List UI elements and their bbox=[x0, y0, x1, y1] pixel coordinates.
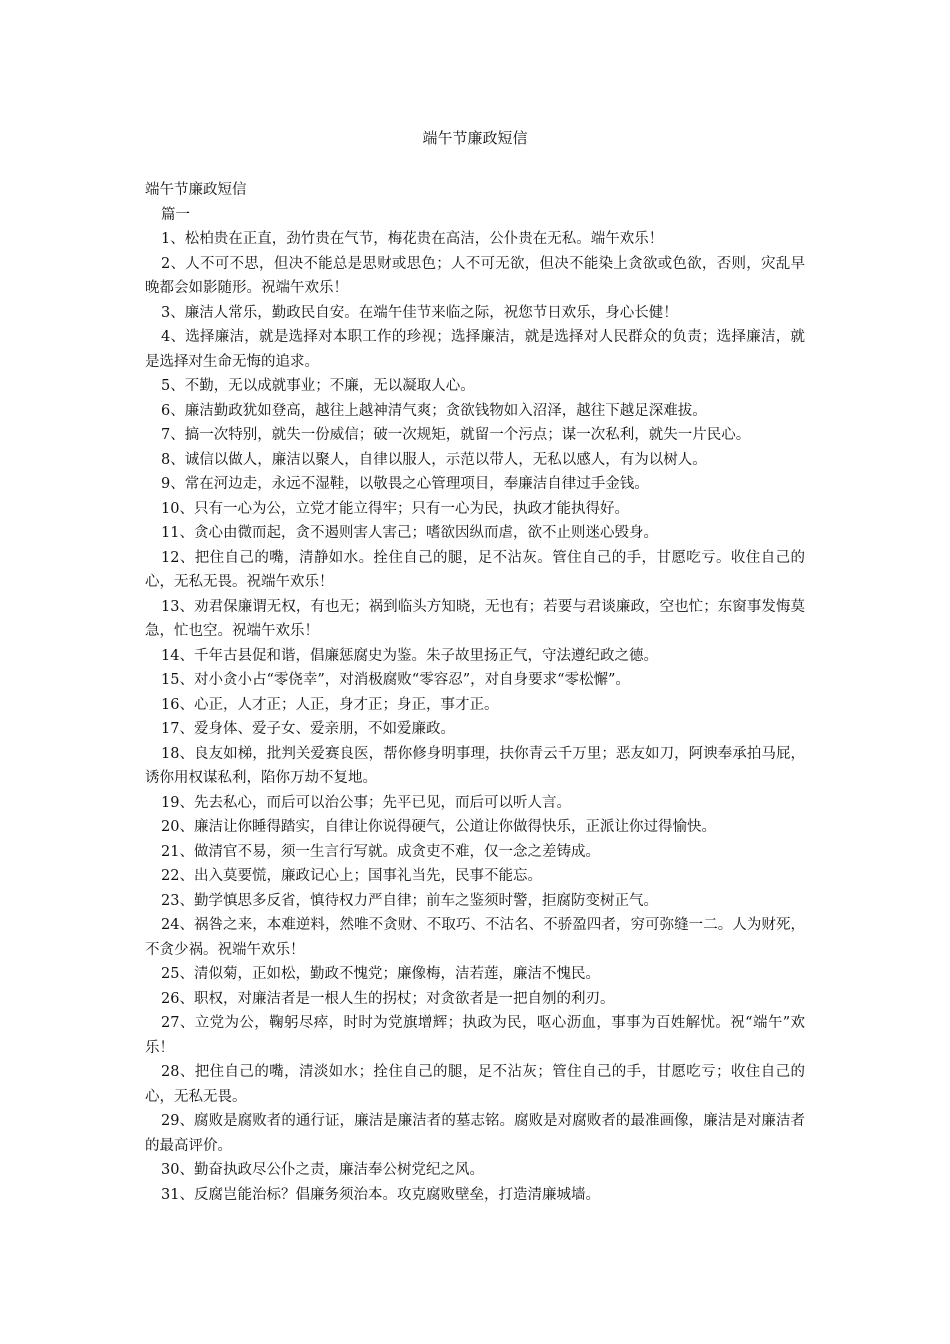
message-item: 4、选择廉洁，就是选择对本职工作的珍视；选择廉洁，就是选择对人民群众的负责；选择廉洁，就是选择对生命无悔的追求。 bbox=[145, 329, 805, 370]
message-item: 13、劝君保廉谓无权，有也无；祸到临头方知晓，无也有；若要与君谈廉政，空也忙；东窗事发悔莫急，忙也空。祝端午欢乐！ bbox=[145, 598, 805, 639]
document-title: 端午节廉政短信 bbox=[422, 129, 528, 147]
message-item: 5、不勤，无以成就事业；不廉，无以凝取人心。 bbox=[161, 378, 475, 394]
message-item: 29、腐败是腐败者的通行证，廉洁是廉洁者的墓志铭。腐败是对腐败者的最准画像，廉洁是对廉洁者的最高评价。 bbox=[145, 1113, 805, 1154]
message-item: 11、贪心由微而起，贪不遏则害人害己；嗜欲因纵而虐，欲不止则迷心毁身。 bbox=[161, 525, 658, 541]
message-item: 6、廉洁勤政犹如登高，越往上越神清气爽；贪欲钱物如入沼泽，越往下越足深难拔。 bbox=[161, 402, 707, 419]
message-item: 24、祸咎之来，本难逆料，然唯不贪财、不取巧、不沽名、不骄盈四者，穷可弥缝一二。人为财死，不贪少祸。祝端午欢乐！ bbox=[145, 917, 805, 958]
message-item: 9、常在河边走，永远不湿鞋，以敬畏之心管理项目，奉廉洁自律过手金钱。 bbox=[161, 476, 649, 492]
message-item: 7、搞一次特别，就失一份威信；破一次规矩，就留一个污点；谋一次私利，就失一片民心。 bbox=[161, 427, 751, 443]
message-item: 12、把住自己的嘴，清静如水。拴住自己的腿，足不沾灰。管住自己的手，甘愿吃亏。收住自己的心，无私无畏。祝端午欢乐！ bbox=[145, 549, 805, 590]
message-item: 17、爱身体、爱子女、爱亲朋，不如爱廉政。 bbox=[161, 721, 455, 737]
message-item: 3、廉洁人常乐，勤政民自安。在端午佳节来临之际，祝您节日欢乐，身心长健！ bbox=[161, 304, 678, 321]
message-item: 18、良友如梯，批判关爱赛良医，帮你修身明事理，扶你青云千万里；恶友如刀，阿谀奉承拍马屁，诱你用权谋私利，陷你万劫不复地。 bbox=[145, 745, 805, 786]
document-body bbox=[145, 178, 805, 1207]
message-item: 2、人不可不思，但决不能总是思财或思色；人不可无欲，但决不能染上贪欲或色欲，否则，灾乱早晚都会如影随形。祝端午欢乐！ bbox=[145, 255, 805, 296]
message-item: 10、只有一心为公，立党才能立得牢；只有一心为民，执政才能执得好。 bbox=[161, 500, 629, 517]
section-heading: 篇一 bbox=[161, 206, 190, 223]
message-item: 16、心正，人才正；人正，身才正；身正，事才正。 bbox=[161, 696, 499, 713]
message-item: 1、松柏贵在正直，劲竹贵在气节，梅花贵在高洁，公仆贵在无私。端午欢乐！ bbox=[161, 231, 664, 247]
message-list bbox=[145, 227, 805, 1207]
message-item: 25、清似菊，正如松，勤政不愧党；廉像梅，洁若莲，廉洁不愧民。 bbox=[161, 966, 600, 982]
message-item: 31、反腐岂能治标？倡廉务须治本。攻克腐败壁垒，打造清廉城墙。 bbox=[161, 1186, 600, 1203]
message-item: 30、勤奋执政尽公仆之责，廉洁奉公树党纪之风。 bbox=[161, 1162, 484, 1178]
message-item: 28、把住自己的嘴，清淡如水；拴住自己的腿，足不沾灰；管住自己的手，甘愿吃亏；收住自己的心，无私无畏。 bbox=[145, 1064, 805, 1105]
document-subtitle: 端午节廉政短信 bbox=[145, 182, 247, 198]
message-item: 27、立党为公，鞠躬尽瘁，时时为党旗增辉；执政为民，呕心沥血，事事为百姓解忧。祝“端午”欢乐！ bbox=[145, 1015, 805, 1056]
message-item: 15、对小贪小占“零侥幸”，对消极腐败“零容忍”，对自身要求“零松懈”。 bbox=[161, 672, 630, 688]
message-item: 23、勤学慎思多反省，慎待权力严自律；前车之鉴须时警，拒腐防变树正气。 bbox=[161, 892, 658, 909]
message-item: 19、先去私心，而后可以治公事；先平已见，而后可以听人言。 bbox=[161, 794, 571, 811]
message-item: 22、出入莫要慌，廉政记心上；国事礼当先，民事不能忘。 bbox=[161, 868, 542, 884]
message-item: 26、职权，对廉洁者是一根人生的拐杖；对贪欲者是一把自刎的利刃。 bbox=[161, 990, 615, 1007]
message-item: 8、诚信以做人，廉洁以聚人，自律以服人，示范以带人，无私以感人，有为以树人。 bbox=[161, 451, 707, 468]
message-item: 20、廉洁让你睡得踏实，自律让你说得硬气，公道让你做得快乐，正派让你过得愉快。 bbox=[161, 819, 716, 835]
message-item: 14、千年古县促和谐，倡廉惩腐史为鉴。朱子故里扬正气，守法遵纪政之德。 bbox=[161, 647, 658, 664]
message-item: 21、做清官不易，须一生言行写就。成贪吏不难，仅一念之差铸成。 bbox=[161, 843, 600, 860]
